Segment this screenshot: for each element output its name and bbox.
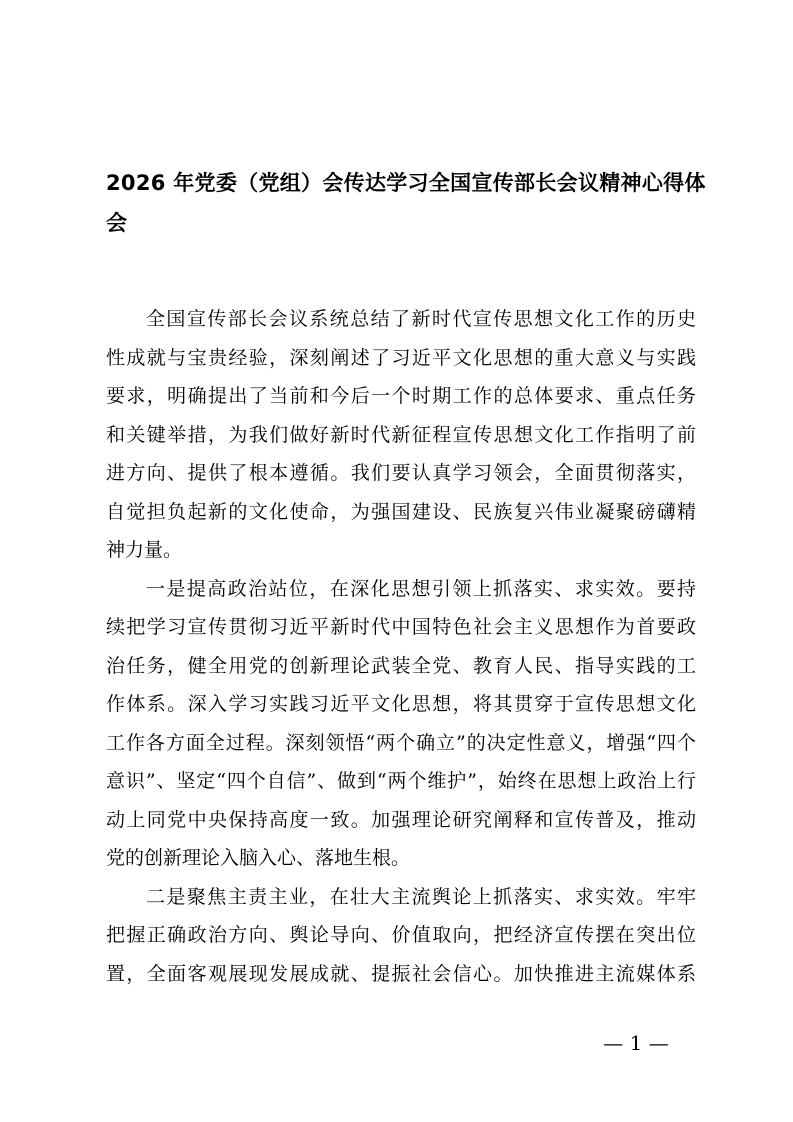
paragraph-point-one (106, 570, 696, 878)
text-line: 要求，明确提出了当前和今后一个时期工作的总体要求、重点任务 (106, 385, 696, 407)
text-line: 神力量。 (106, 539, 183, 561)
text-line: 党的创新理论入脑入心、落地生根。 (106, 847, 411, 869)
text-line: 进方向、提供了根本遵循。我们要认真学习领会，全面贯彻落实， (106, 462, 696, 484)
text-line: 二是聚焦主责主业，在壮大主流舆论上抓落实、求实效。牢牢 (146, 885, 696, 908)
title-line: 2026 年党委（党组）会传达学习全国宣传部长会议精神心得体 (106, 171, 706, 195)
paragraph-intro (106, 300, 696, 570)
paragraph-point-two (106, 878, 696, 994)
text-line: 和关键举措，为我们做好新时代新征程宣传思想文化工作指明了前 (106, 423, 696, 446)
text-line: 把握正确政治方向、舆论导向、价值取向，把经济宣传摆在突出位 (106, 924, 696, 946)
text-line: 自觉担负起新的文化使命，为强国建设、民族复兴伟业凝聚磅礴精 (106, 500, 696, 523)
document-title (106, 163, 706, 243)
text-line: 置，全面客观展现发展成就、提振社会信心。加快推进主流媒体系 (106, 962, 696, 985)
text-line: 工作各方面全过程。深刻领悟“两个确立”的决定性意义，增强“四个 (106, 731, 696, 754)
text-line: 一是提高政治站位，在深化思想引领上抓落实、求实效。要持 (146, 577, 696, 600)
text-line: 性成就与宝贵经验，深刻阐述了习近平文化思想的重大意义与实践 (106, 346, 696, 369)
document-body (106, 300, 696, 993)
text-line: 动上同党中央保持高度一致。加强理论研究阐释和宣传普及，推动 (106, 808, 696, 831)
text-line: 续把学习宣传贯彻习近平新时代中国特色社会主义思想作为首要政 (106, 616, 696, 638)
title-line: 会 (106, 211, 128, 235)
page-number: — 1 — (603, 1031, 669, 1055)
text-line: 意识”、坚定“四个自信”、做到“两个维护”，始终在思想上政治上行 (106, 770, 696, 792)
text-line: 全国宣传部长会议系统总结了新时代宣传思想文化工作的历史 (146, 308, 696, 330)
text-line: 治任务，健全用党的创新理论武装全党、教育人民、指导实践的工 (106, 654, 696, 677)
text-line: 作体系。深入学习实践习近平文化思想，将其贯穿于宣传思想文化 (106, 693, 696, 715)
